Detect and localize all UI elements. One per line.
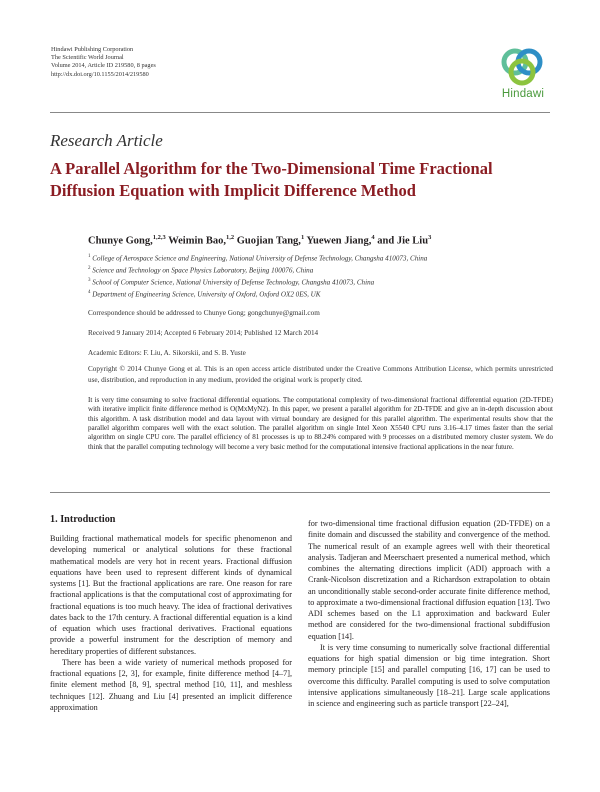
author-affiliation-marker: 1 — [300, 234, 305, 241]
affiliation-text: Department of Engineering Science, University of Oxford, Oxford OX2 0ES, UK — [92, 290, 321, 299]
affiliation-text: Science and Technology on Space Physics Laboratory, Beijing 100076, China — [92, 266, 314, 275]
affiliation-number: 2 — [88, 266, 91, 271]
journal-name: The Scientific World Journal — [51, 54, 124, 62]
author-affiliation-marker: 1,2,3 — [152, 234, 166, 241]
paragraph: It is very time consuming to numerically solve fractional differential equations for high spatial dimension or big time integration. Short memory principle [15] and parallel computing [16, 17] can be used to overcome this difficulty. Parallel computing is used to solve computation intensive applications simultaneously [18–21]. Large scale applications in science and engineering such as particle transport [22–24], — [308, 642, 550, 708]
author-affiliation-marker: 3 — [428, 234, 432, 241]
dates: Received 9 January 2014; Accepted 6 February 2014; Published 12 March 2014 — [88, 329, 319, 337]
affiliation-text: School of Computer Science, National University of Defense Technology, Changsha 410073, China — [92, 278, 375, 287]
correspondence: Correspondence should be addressed to Chunye Gong; gongchunye@gmail.com — [88, 309, 320, 317]
affiliation — [88, 290, 320, 298]
affiliation — [88, 254, 427, 262]
academic-editors: Academic Editors: F. Liu, A. Sikorskii, and S. B. Yuste — [88, 349, 246, 357]
author-name: Chunye Gong, — [88, 235, 153, 247]
affiliation-number: 1 — [88, 254, 91, 259]
affiliation-text: College of Aerospace Science and Engineering, National University of Defense Technology, Changsha 410073, China — [92, 254, 428, 263]
author-name: Weimin Bao, — [168, 235, 226, 247]
paragraph: Building fractional mathematical models for specific phenomenon and developing numerical or analytical solutions for these fractional mathematical models are very hot in recent years. Fractional diffusion equations have been used to represent different kinds of dynamical systems [1]. But the fractional applications are rare. One reason for rare fractional applications is that the computational cost of approximating for fractional equations is too much heavy. The idea of fractional derivatives dates back to the 17th century. A fractional differential equation is a kind of equation which uses fractional derivatives. Fractional equations provide a powerful instrument for the description of memory and hereditary properties of different substances. — [50, 534, 292, 656]
body-column-left — [50, 533, 292, 713]
author-list — [88, 234, 431, 247]
affiliation-number: 4 — [88, 290, 91, 295]
journal-header — [51, 46, 156, 79]
hindawi-logo-text: Hindawi — [501, 88, 545, 100]
author-name: Guojian Tang, — [236, 235, 301, 247]
affiliation — [88, 278, 374, 286]
copyright-notice: Copyright © 2014 Chunye Gong et al. This is an open access article distributed under the Creative Commons Attribution License, which permits unrestricted use, distribution, and reproduction in any medium, provided the original work is properly cited. — [88, 365, 553, 384]
article-title: A Parallel Algorithm for the Two-Dimensional Time Fractional Diffusion Equation with Implicit Difference Method — [50, 159, 493, 200]
publisher: Hindawi Publishing Corporation — [51, 46, 134, 53]
header-divider — [50, 112, 550, 113]
volume-info: Volume 2014, Article ID 219580, 8 pages — [51, 62, 156, 70]
abstract-divider — [50, 492, 550, 493]
abstract: It is very time consuming to solve fractional differential equations. The computational complexity of two-dimensional fractional differential equation (2D-TFDE) with iterative implicit finite difference method is O(MxMyN2). In this paper, we present a parallel algorithm for 2D-TFDE and give an in-depth discussion about this algorithm. A task distribution model and data layout with virtual boundary are designed for this parallel algorithm. The experimental results show that the parallel algorithm compares well with the exact solution. The parallel algorithm on single Intel Xeon X5540 CPU runs 3.16–4.17 times faster than the serial algorithm on single CPU core. The parallel efficiency of 81 processes is up to 88.24% compared with 9 processes on a distributed memory cluster system. We do think that the parallel computing technology will become a very basic method for the computational intensive fractional applications in the near future. — [88, 396, 553, 451]
section-heading: 1. Introduction — [50, 514, 116, 525]
article-type: Research Article — [50, 131, 163, 150]
affiliation — [88, 266, 313, 274]
paragraph: for two-dimensional time fractional diffusion equation (2D-TFDE) on a finite domain and discussed the stability and convergence of the method. The numerical result of an example agrees well with their theoretical analysis. Tadjeran and Meerschaert presented a numerical method, which combines the alternating directions implicit (ADI) approach with a Crank-Nicolson discretization and a Richardson extrapolation to obtain an unconditionally stable second-order accurate finite difference method, to approximate a two-dimensional fractional diffusion equation [13]. Two ADI schemes based on the L1 approximation and backward Euler method are considered for the two-dimensional fractional subdiffusion equation [14]. — [308, 519, 550, 641]
paragraph: There has been a wide variety of numerical methods proposed for fractional equations [2, 3], for example, finite difference method [4–7], finite element method [8, 9], spectral method [10, 11], and meshless techniques [12]. Zhuang and Liu [4] presented an implicit difference approximation — [50, 657, 292, 712]
doi-link[interactable]: http://dx.doi.org/10.1155/2014/219580 — [51, 70, 149, 78]
author-name: Yuewen Jiang, — [306, 235, 372, 247]
author-affiliation-marker: 4 — [371, 234, 375, 241]
author-name: and Jie Liu — [377, 235, 429, 247]
affiliation-number: 3 — [88, 278, 91, 283]
body-column-right — [308, 518, 550, 709]
author-affiliation-marker: 1,2 — [225, 234, 235, 241]
